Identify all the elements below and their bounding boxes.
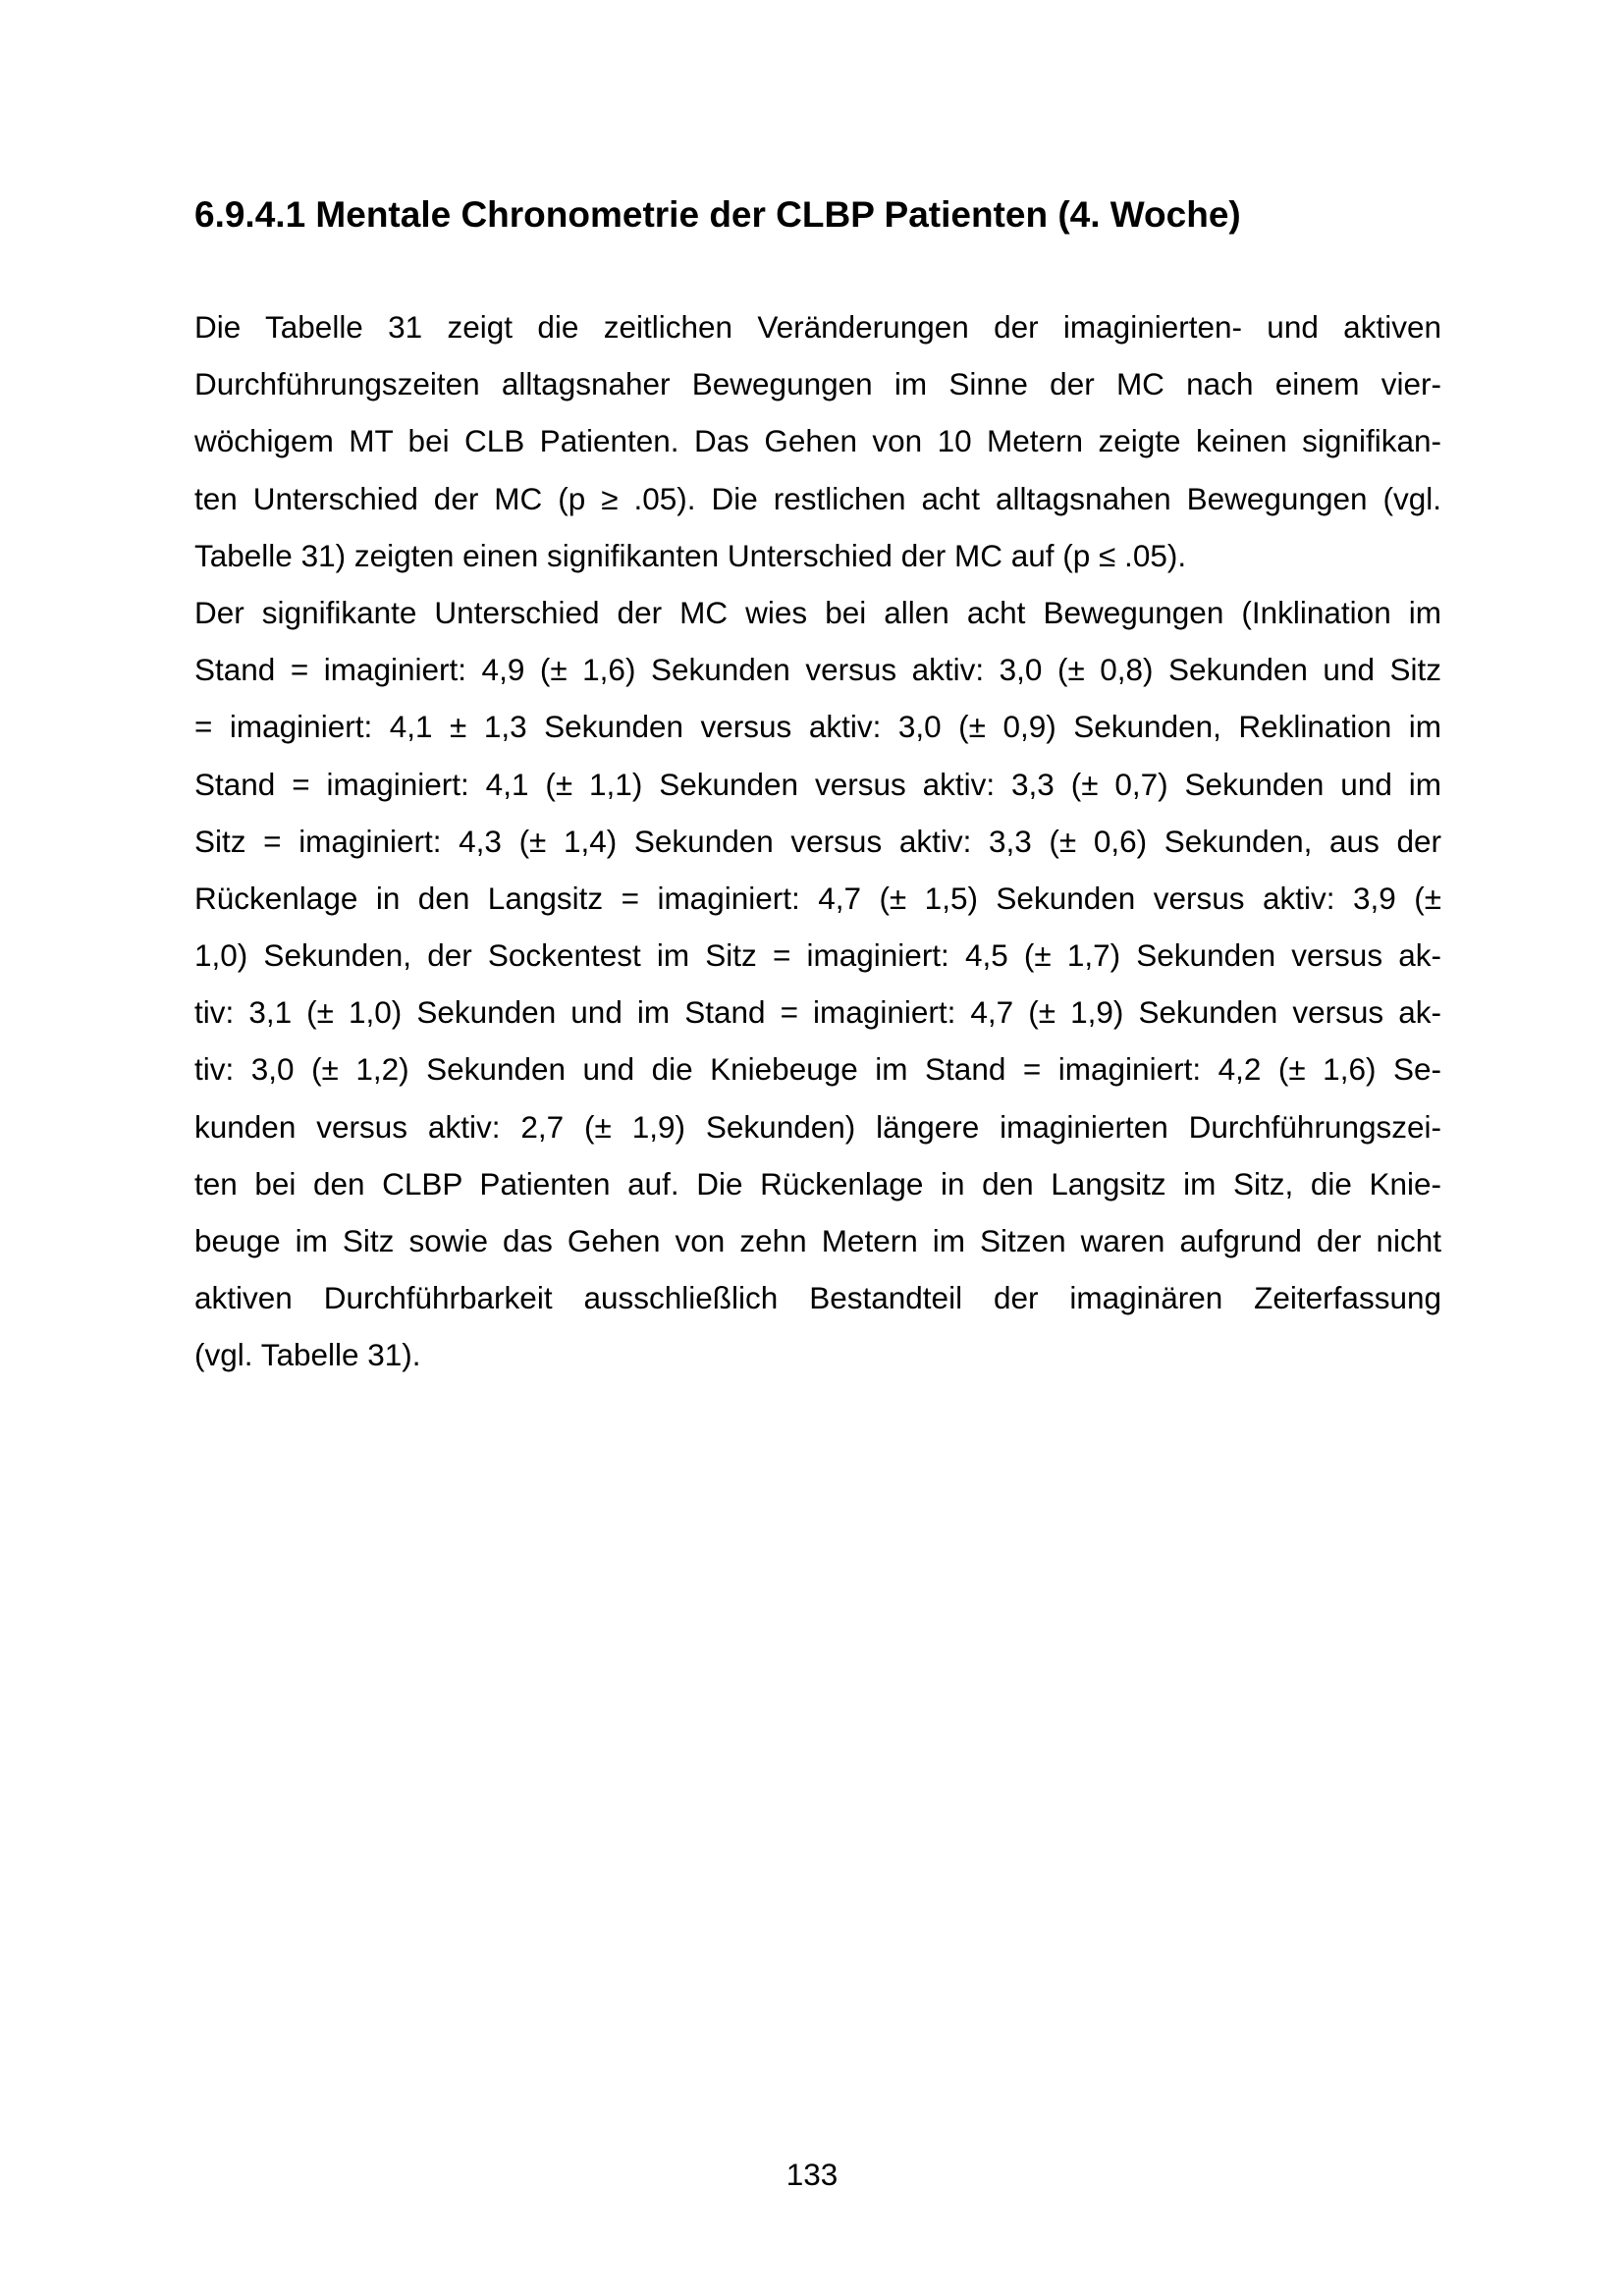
text-line: Der signifikante Unterschied der MC wies bei allen acht Bewegungen (Inklination im: [194, 594, 1441, 630]
text-line: tiv: 3,1 (± 1,0) Sekunden und im Stand = imaginiert: 4,7 (± 1,9) Sekunden versus ak-: [194, 994, 1441, 1031]
text-line: beuge im Sitz sowie das Gehen von zehn Metern im Sitzen waren aufgrund der nicht: [194, 1223, 1441, 1258]
page-number: 133: [785, 2157, 839, 2192]
section-heading: 6.9.4.1 Mentale Chronometrie der CLBP Patienten (4. Woche): [194, 194, 1241, 235]
text-line: Die Tabelle 31 zeigt die zeitlichen Veränderungen der imaginierten- und aktiven: [194, 309, 1441, 345]
text-line: kunden versus aktiv: 2,7 (± 1,9) Sekunden) längere imaginierten Durchführungszei-: [194, 1108, 1441, 1145]
text-line: (vgl. Tabelle 31).: [194, 1337, 421, 1373]
text-line: aktiven Durchführbarkeit ausschließlich Bestandteil der imaginären Zeiterfassung: [194, 1280, 1441, 1316]
text-line: Tabelle 31) zeigten einen signifikanten Unterschied der MC auf (p ≤ .05).: [194, 537, 1187, 573]
text-line: ten bei den CLBP Patienten auf. Die Rückenlage in den Langsitz im Sitz, die Knie-: [194, 1165, 1441, 1201]
body-paragraph: [194, 298, 1441, 1384]
text-line: 1,0) Sekunden, der Sockentest im Sitz = imaginiert: 4,5 (± 1,7) Sekunden versus ak-: [194, 937, 1441, 974]
text-line: Durchführungszeiten alltagsnaher Bewegungen im Sinne der MC nach einem vier-: [194, 366, 1441, 402]
text-line: Rückenlage in den Langsitz = imaginiert: 4,7 (± 1,5) Sekunden versus aktiv: 3,9 (±: [194, 880, 1441, 916]
text-line: tiv: 3,0 (± 1,2) Sekunden und die Kniebeuge im Stand = imaginiert: 4,2 (± 1,6) Se-: [194, 1051, 1441, 1088]
text-line: Sitz = imaginiert: 4,3 (± 1,4) Sekunden versus aktiv: 3,3 (± 0,6) Sekunden, aus der: [194, 823, 1441, 859]
text-line: ten Unterschied der MC (p ≥ .05). Die restlichen acht alltagsnahen Bewegungen (vgl.: [194, 480, 1441, 516]
text-line: Stand = imaginiert: 4,9 (± 1,6) Sekunden versus aktiv: 3,0 (± 0,8) Sekunden und Sitz: [194, 652, 1441, 688]
text-line: wöchigem MT bei CLB Patienten. Das Gehen von 10 Metern zeigte keinen signifikan-: [194, 423, 1441, 459]
text-line: Stand = imaginiert: 4,1 (± 1,1) Sekunden versus aktiv: 3,3 (± 0,7) Sekunden und im: [194, 766, 1441, 802]
text-line: = imaginiert: 4,1 ± 1,3 Sekunden versus aktiv: 3,0 (± 0,9) Sekunden, Reklination im: [194, 709, 1441, 745]
